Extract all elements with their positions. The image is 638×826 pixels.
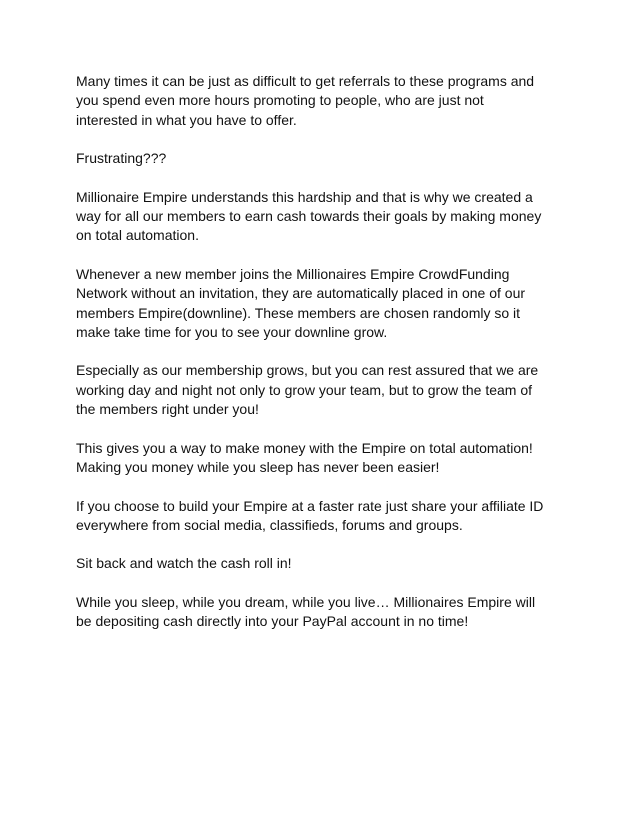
paragraph-affiliate-id: If you choose to build your Empire at a faster rate just share your affiliate ID everywhere from social media, classifieds, forums and groups. bbox=[76, 497, 544, 533]
paragraph-frustrating: Frustrating??? bbox=[76, 150, 167, 167]
paragraph-membership-grows: Especially as our membership grows, but you can rest assured that we are working day and night not only to grow your team, but to grow the team of the members right under you! bbox=[76, 362, 539, 418]
paragraph-paypal: While you sleep, while you dream, while you live… Millionaires Empire will be depositing cash directly into your PayPal account in no time! bbox=[76, 594, 536, 630]
paragraph-referrals: Many times it can be just as difficult to get referrals to these programs and you spend even more hours promoting to people, who are just not interested in what you have to offer. bbox=[76, 73, 535, 128]
paragraph-sit-back: Sit back and watch the cash roll in! bbox=[76, 555, 292, 572]
paragraph-automation: This gives you a way to make money with the Empire on total automation! Making you money while you sleep has never been easier! bbox=[76, 439, 533, 475]
paragraph-hardship: Millionaire Empire understands this hardship and that is why we created a way for all our members to earn cash towards their goals by making money on total automation. bbox=[76, 188, 542, 244]
document-body bbox=[76, 72, 576, 651]
paragraph-new-member: Whenever a new member joins the Millionaires Empire CrowdFunding Network without an invitation, they are automatically placed in one of our members Empire(downline). These members are chosen randomly so it make take time for you to see your downline grow. bbox=[76, 265, 526, 340]
